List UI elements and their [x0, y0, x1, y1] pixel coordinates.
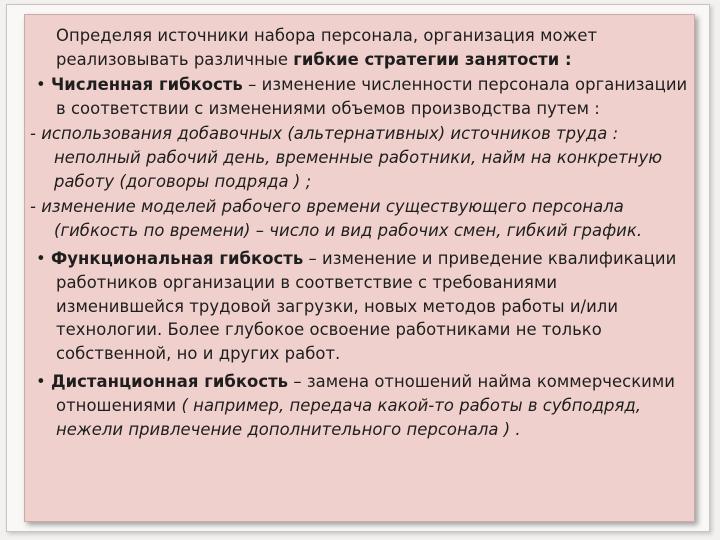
bullet-text: – изменение численности персонала организации в соответствии с изменениями объемов производства путем :: [56, 75, 688, 118]
bullet-text: – замена отношений найма коммерческими отношениями: [56, 372, 675, 415]
bullet-remote-flexibility: [30, 370, 690, 441]
bullet-term: Функциональная гибкость: [50, 249, 304, 269]
intro-bold-term: гибкие стратегии занятости :: [293, 49, 572, 69]
intro-text: Определяя источники набора персонала, организация может реализовывать различные: [56, 26, 598, 69]
bullet-marker: •: [36, 249, 46, 269]
bullet-term: Численная гибкость: [50, 75, 243, 95]
bullet-text: – изменение и приведение квалификации работников организации в соответствие с требованиями изменившейся трудовой загрузки, новых методов работы и/или технологии. Более глубокое освоение работниками не только собственной, но и других работ.: [56, 249, 677, 363]
bullet-numeric-flexibility: [30, 73, 690, 120]
dash-text: - использования добавочных (альтернативных) источников труда : неполный рабочий день, временные работники, найм на конкретную работу (договоры подряда ) ;: [30, 124, 663, 191]
dash-item-work-time-models: [30, 195, 690, 242]
bullet-term: Дистанционная гибкость: [50, 372, 289, 392]
bullet-italic-example: ( например, передача какой-то работы в субподряд, нежели привлечение дополнительного персонала ) .: [56, 395, 642, 439]
slide-text: [30, 24, 690, 441]
dash-text: - изменение моделей рабочего времени существующего персонала (гибкость по времени) – число и вид рабочих смен, гибкий график.: [30, 197, 643, 240]
bullet-marker: •: [36, 75, 46, 95]
intro-paragraph: [30, 24, 690, 71]
bullet-marker: •: [36, 372, 46, 392]
bullet-functional-flexibility: [30, 247, 690, 365]
dash-item-additional-sources: [30, 122, 690, 193]
